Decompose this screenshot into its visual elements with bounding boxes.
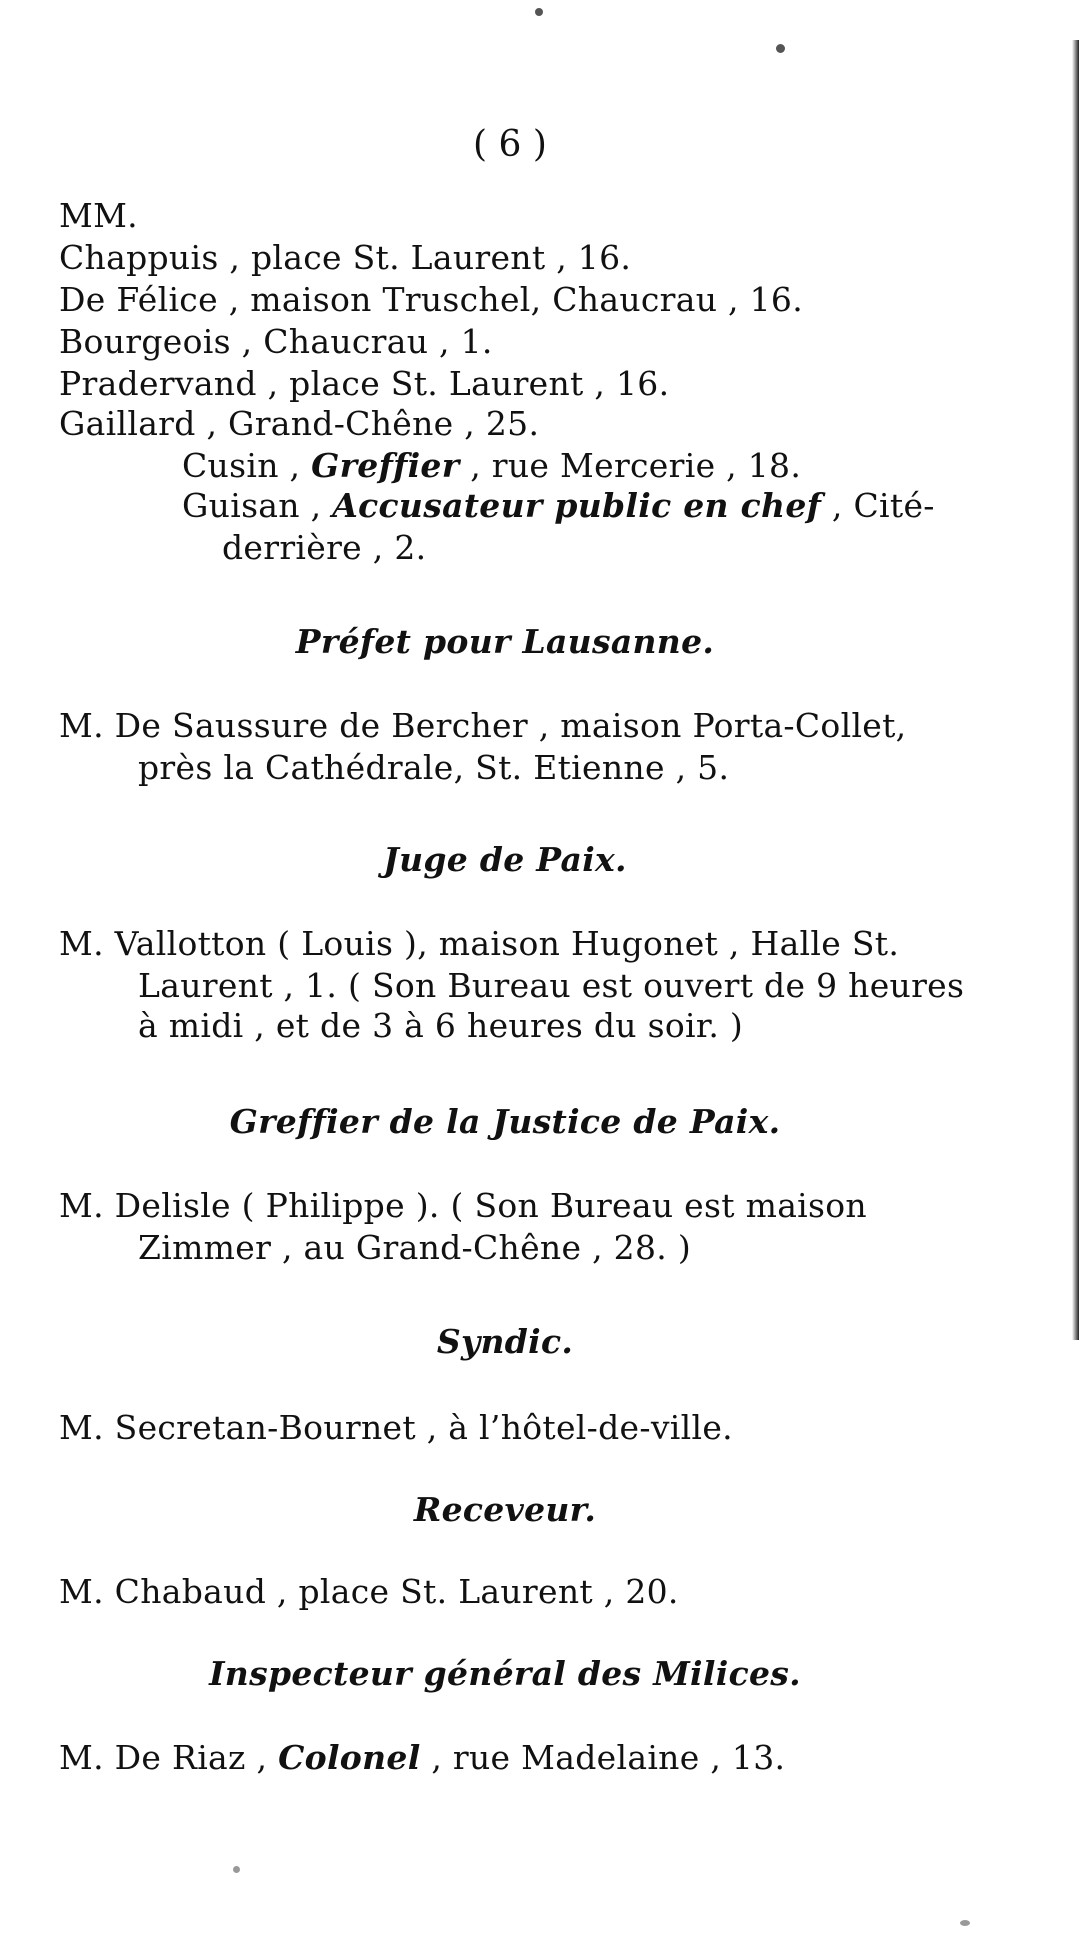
- ink-speck: [233, 1866, 240, 1873]
- entry-address: , place St. Laurent , 16.: [267, 364, 670, 403]
- ink-speck: [776, 44, 785, 53]
- heading-juge: Juge de Paix.: [383, 840, 627, 879]
- juge-line: à midi , et de 3 à 6 heures du soir. ): [138, 1006, 744, 1045]
- prefet-line: M. De Saussure de Bercher , maison Porta-Collet,: [59, 706, 907, 745]
- entry-address: , maison Truschel, Chaucrau , 16.: [228, 280, 804, 319]
- list-item-guisan-cont: derrière , 2.: [222, 528, 427, 567]
- heading-syndic: Syndic.: [436, 1322, 574, 1361]
- ink-speck: [535, 8, 543, 16]
- syndic-line: M. Secretan-Bournet , à l’hôtel-de-ville.: [59, 1408, 733, 1447]
- prefet-line: près la Cathédrale, St. Etienne , 5.: [138, 748, 730, 787]
- entry-name: M. De Riaz ,: [59, 1738, 268, 1777]
- list-item: [59, 280, 803, 320]
- ink-speck: [960, 1920, 970, 1926]
- entry-address: , rue Madelaine , 13.: [431, 1738, 786, 1777]
- entry-address: , place St. Laurent , 16.: [229, 238, 632, 277]
- greffier-line: M. Delisle ( Philippe ). ( Son Bureau est maison: [59, 1186, 867, 1225]
- list-header: MM.: [59, 196, 138, 235]
- entry-name: Gaillard: [59, 404, 196, 443]
- list-item-cusin: [182, 446, 801, 486]
- entry-address: , Chaucrau , 1.: [241, 322, 493, 361]
- entry-name: Bourgeois: [59, 322, 231, 361]
- inspecteur-line: [59, 1738, 785, 1778]
- page-number: ( 6 ): [473, 124, 547, 165]
- heading-receveur: Receveur.: [413, 1490, 597, 1529]
- entry-address: , rue Mercerie , 18.: [470, 446, 802, 485]
- list-item: [59, 322, 493, 362]
- entry-name: Guisan ,: [182, 486, 322, 525]
- entry-name: Cusin ,: [182, 446, 301, 485]
- entry-title: Accusateur public en chef: [332, 486, 822, 525]
- list-item-guisan: [182, 486, 935, 526]
- entry-title: Colonel: [278, 1738, 421, 1777]
- heading-inspecteur: Inspecteur général des Milices.: [209, 1654, 801, 1693]
- entry-name: De Félice: [59, 280, 218, 319]
- juge-line: M. Vallotton ( Louis ), maison Hugonet , Halle St.: [59, 924, 900, 963]
- heading-greffier: Greffier de la Justice de Paix.: [229, 1102, 781, 1141]
- juge-line: Laurent , 1. ( Son Bureau est ouvert de 9 heures: [138, 966, 965, 1005]
- entry-title: Greffier: [311, 446, 460, 485]
- greffier-line: Zimmer , au Grand-Chêne , 28. ): [138, 1228, 692, 1267]
- heading-prefet: Préfet pour Lausanne.: [295, 622, 715, 661]
- list-item: [59, 238, 631, 278]
- entry-name: Pradervand: [59, 364, 257, 403]
- list-item: [59, 404, 539, 444]
- list-item: [59, 364, 669, 404]
- receveur-line: M. Chabaud , place St. Laurent , 20.: [59, 1572, 679, 1611]
- entry-name: Chappuis: [59, 238, 219, 277]
- page-edge-shadow: [1072, 40, 1079, 1340]
- entry-address: , Cité-: [831, 486, 935, 525]
- entry-address: , Grand-Chêne , 25.: [206, 404, 540, 443]
